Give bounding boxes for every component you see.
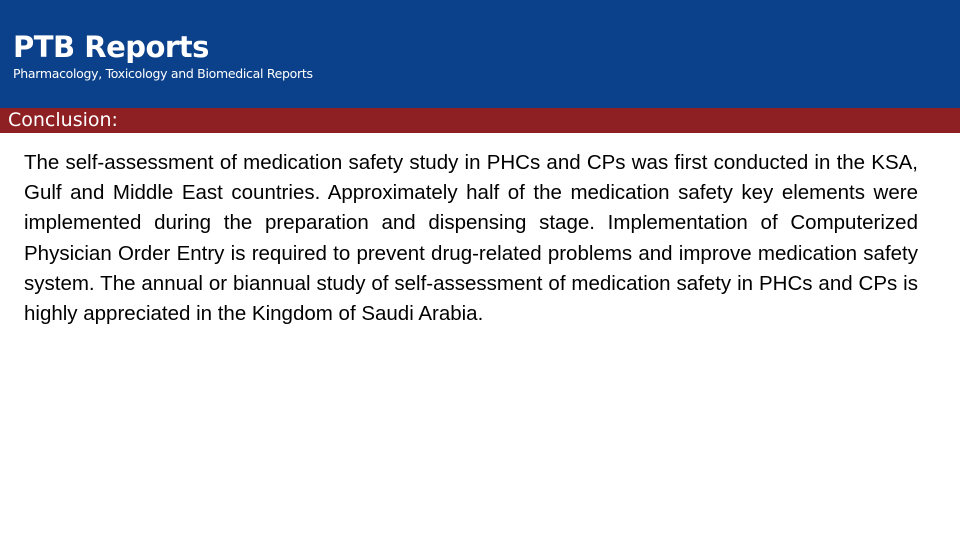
brand-subtitle: Pharmacology, Toxicology and Biomedical Reports — [13, 66, 313, 81]
section-header-bar — [0, 108, 960, 133]
header-banner — [0, 0, 960, 108]
conclusion-paragraph: The self-assessment of medication safety study in PHCs and CPs was first conducted in the KSA, Gulf and Middle East countries. Approximately half of the medication safety key elements were implemented during the preparation and dispensing stage. Implementation of Computerized Physician Order Entry is required to prevent drug-related problems and improve medication safety system. The annual or biannual study of self-assessment of medication safety in PHCs and CPs is highly appreciated in the Kingdom of Saudi Arabia. — [24, 151, 918, 326]
brand-title: PTB Reports — [13, 30, 209, 64]
section-title: Conclusion: — [8, 109, 118, 131]
